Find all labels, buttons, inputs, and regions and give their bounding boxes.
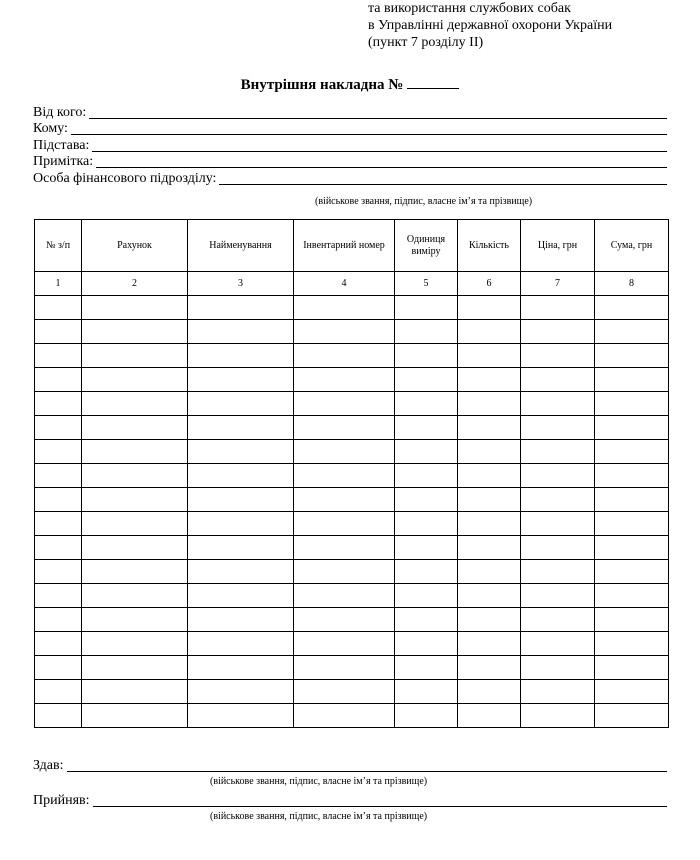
field-received-label: Прийняв: — [33, 792, 90, 808]
table-cell — [395, 464, 458, 488]
table-cell — [521, 680, 595, 704]
finance-signature-caption: (військове звання, підпис, власне ім’я та прізвище) — [315, 196, 533, 207]
table-cell — [395, 632, 458, 656]
field-from-blank — [89, 106, 667, 119]
field-to — [33, 121, 667, 138]
table-cell — [82, 680, 188, 704]
table-cell — [294, 296, 395, 320]
field-from — [33, 104, 667, 121]
table-cell — [521, 488, 595, 512]
invoice-number-blank — [407, 75, 459, 89]
table-cell — [521, 656, 595, 680]
header-name: Найменування — [188, 220, 294, 272]
column-number: 1 — [35, 272, 82, 296]
field-basis-label: Підстава: — [33, 137, 90, 153]
table-cell — [82, 296, 188, 320]
regulation-reference — [368, 0, 688, 51]
table-row — [35, 608, 669, 632]
header-sum: Сума, грн — [595, 220, 669, 272]
table-cell — [595, 512, 669, 536]
table-cell — [458, 680, 521, 704]
table-cell — [35, 608, 82, 632]
table-cell — [458, 560, 521, 584]
table-cell — [294, 368, 395, 392]
column-number: 5 — [395, 272, 458, 296]
table-cell — [458, 488, 521, 512]
table-cell — [521, 608, 595, 632]
header-price: Ціна, грн — [521, 220, 595, 272]
table-cell — [595, 704, 669, 728]
table-cell — [82, 392, 188, 416]
table-row — [35, 488, 669, 512]
table-cell — [35, 704, 82, 728]
table-cell — [595, 488, 669, 512]
field-basis-blank — [92, 139, 667, 152]
table-cell — [35, 680, 82, 704]
column-number: 6 — [458, 272, 521, 296]
table-row — [35, 392, 669, 416]
received-signature-caption: (військове звання, підпис, власне ім’я та прізвище) — [210, 811, 428, 822]
table-cell — [35, 296, 82, 320]
column-number: 7 — [521, 272, 595, 296]
field-finance-person-label: Особа фінансового підрозділу: — [33, 170, 217, 186]
table-cell — [294, 536, 395, 560]
table-cell — [188, 392, 294, 416]
table-cell — [521, 320, 595, 344]
table-cell — [595, 344, 669, 368]
table-cell — [458, 656, 521, 680]
table-cell — [82, 608, 188, 632]
table-cell — [595, 584, 669, 608]
table-cell — [395, 368, 458, 392]
table-cell — [521, 440, 595, 464]
table-row — [35, 464, 669, 488]
table-cell — [294, 392, 395, 416]
table-cell — [458, 368, 521, 392]
table-cell — [521, 368, 595, 392]
table-header-row — [35, 220, 669, 272]
table-cell — [395, 608, 458, 632]
table-cell — [35, 392, 82, 416]
table-cell — [35, 464, 82, 488]
table-cell — [82, 440, 188, 464]
header-unit: Одиниця виміру — [395, 220, 458, 272]
table-cell — [35, 440, 82, 464]
table-cell — [395, 656, 458, 680]
field-received — [33, 792, 667, 809]
field-from-label: Від кого: — [33, 104, 87, 120]
table-cell — [595, 392, 669, 416]
table-cell — [521, 584, 595, 608]
table-cell — [521, 344, 595, 368]
table-row — [35, 368, 669, 392]
table-cell — [595, 368, 669, 392]
table-cell — [188, 608, 294, 632]
table-cell — [82, 368, 188, 392]
handed-signature-caption: (військове звання, підпис, власне ім’я та прізвище) — [210, 776, 428, 787]
field-note-label: Примітка: — [33, 154, 94, 169]
column-number-row — [35, 272, 669, 296]
column-number: 8 — [595, 272, 669, 296]
table-cell — [595, 560, 669, 584]
table-cell — [188, 656, 294, 680]
field-received-blank — [93, 794, 667, 807]
table-cell — [188, 296, 294, 320]
table-row — [35, 416, 669, 440]
table-cell — [395, 536, 458, 560]
table-cell — [458, 440, 521, 464]
table-cell — [595, 632, 669, 656]
table-cell — [458, 320, 521, 344]
table-cell — [35, 536, 82, 560]
table-cell — [35, 368, 82, 392]
table-row — [35, 560, 669, 584]
table-cell — [82, 344, 188, 368]
field-finance-person-blank — [219, 172, 667, 185]
table-cell — [458, 416, 521, 440]
field-basis — [33, 137, 667, 154]
table-cell — [595, 608, 669, 632]
table-cell — [188, 344, 294, 368]
column-number: 2 — [82, 272, 188, 296]
table-cell — [521, 560, 595, 584]
table-cell — [82, 560, 188, 584]
table-cell — [395, 488, 458, 512]
table-cell — [294, 584, 395, 608]
regulation-line: та використання службових собак — [368, 1, 571, 16]
table-cell — [395, 680, 458, 704]
table-cell — [35, 632, 82, 656]
table-cell — [82, 704, 188, 728]
table-row — [35, 440, 669, 464]
table-row — [35, 584, 669, 608]
table-cell — [82, 464, 188, 488]
table-cell — [82, 416, 188, 440]
table-cell — [458, 512, 521, 536]
table-cell — [188, 680, 294, 704]
table-cell — [521, 536, 595, 560]
column-number: 4 — [294, 272, 395, 296]
header-account: Рахунок — [82, 220, 188, 272]
table-cell — [82, 536, 188, 560]
table-cell — [595, 320, 669, 344]
table-cell — [188, 704, 294, 728]
table-cell — [82, 512, 188, 536]
table-cell — [294, 440, 395, 464]
table-row — [35, 656, 669, 680]
table-cell — [35, 584, 82, 608]
table-cell — [294, 680, 395, 704]
table-cell — [294, 488, 395, 512]
table-cell — [188, 536, 294, 560]
table-cell — [595, 536, 669, 560]
table-cell — [82, 488, 188, 512]
table-cell — [595, 296, 669, 320]
table-cell — [82, 320, 188, 344]
table-cell — [395, 560, 458, 584]
header-quantity: Кількість — [458, 220, 521, 272]
regulation-line: в Управлінні державної охорони України — [368, 18, 613, 33]
table-cell — [395, 392, 458, 416]
table-cell — [458, 392, 521, 416]
document-title — [0, 75, 700, 94]
table-cell — [395, 512, 458, 536]
table-cell — [35, 344, 82, 368]
table-cell — [458, 536, 521, 560]
received-field — [33, 792, 667, 809]
table-row — [35, 680, 669, 704]
table-cell — [82, 632, 188, 656]
table-cell — [521, 512, 595, 536]
table-cell — [35, 656, 82, 680]
table-cell — [521, 464, 595, 488]
table-cell — [521, 416, 595, 440]
field-note-blank — [96, 155, 667, 168]
field-handed — [33, 757, 667, 774]
table-cell — [521, 704, 595, 728]
table-cell — [521, 296, 595, 320]
table-cell — [294, 512, 395, 536]
handed-over-field — [33, 757, 667, 774]
field-to-label: Кому: — [33, 121, 68, 136]
table-cell — [395, 440, 458, 464]
table-cell — [595, 464, 669, 488]
table-cell — [458, 632, 521, 656]
table-cell — [521, 632, 595, 656]
table-cell — [294, 320, 395, 344]
table-cell — [35, 560, 82, 584]
table-cell — [188, 584, 294, 608]
table-cell — [188, 560, 294, 584]
table-cell — [595, 680, 669, 704]
table-row — [35, 704, 669, 728]
document-title-text: Внутрішня накладна № — [240, 77, 404, 93]
table-cell — [595, 440, 669, 464]
table-cell — [294, 608, 395, 632]
table-cell — [521, 392, 595, 416]
field-note — [33, 154, 667, 171]
table-row — [35, 536, 669, 560]
invoice-table — [34, 219, 669, 728]
table-cell — [188, 416, 294, 440]
header-inventory-number: Інвентарний номер — [294, 220, 395, 272]
table-cell — [458, 608, 521, 632]
table-cell — [395, 416, 458, 440]
field-handed-label: Здав: — [33, 757, 64, 773]
table-cell — [188, 464, 294, 488]
table-cell — [458, 296, 521, 320]
table-cell — [35, 488, 82, 512]
table-cell — [35, 512, 82, 536]
table-cell — [35, 416, 82, 440]
table-cell — [294, 704, 395, 728]
table-cell — [188, 368, 294, 392]
table-row — [35, 320, 669, 344]
table-cell — [458, 344, 521, 368]
table-row — [35, 512, 669, 536]
column-number: 3 — [188, 272, 294, 296]
table-cell — [395, 296, 458, 320]
table-cell — [395, 704, 458, 728]
table-cell — [188, 632, 294, 656]
table-cell — [188, 440, 294, 464]
table-cell — [395, 320, 458, 344]
table-cell — [395, 344, 458, 368]
table-row — [35, 632, 669, 656]
table-cell — [458, 464, 521, 488]
table-cell — [294, 344, 395, 368]
table-cell — [458, 584, 521, 608]
table-row — [35, 296, 669, 320]
table-row — [35, 344, 669, 368]
table-cell — [82, 584, 188, 608]
table-cell — [188, 488, 294, 512]
table-cell — [294, 416, 395, 440]
table-cell — [294, 656, 395, 680]
header-fields — [33, 104, 667, 187]
field-to-blank — [71, 122, 667, 135]
table-cell — [595, 416, 669, 440]
table-cell — [294, 560, 395, 584]
table-cell — [395, 584, 458, 608]
field-handed-blank — [67, 759, 667, 772]
table-cell — [82, 656, 188, 680]
table-cell — [188, 512, 294, 536]
table-cell — [595, 656, 669, 680]
table-cell — [294, 632, 395, 656]
table-cell — [294, 464, 395, 488]
regulation-line: (пункт 7 розділу ІІ) — [368, 35, 484, 50]
field-finance-person — [33, 170, 667, 187]
table-cell — [458, 704, 521, 728]
header-number: № з/п — [35, 220, 82, 272]
table-cell — [188, 320, 294, 344]
table-cell — [35, 320, 82, 344]
